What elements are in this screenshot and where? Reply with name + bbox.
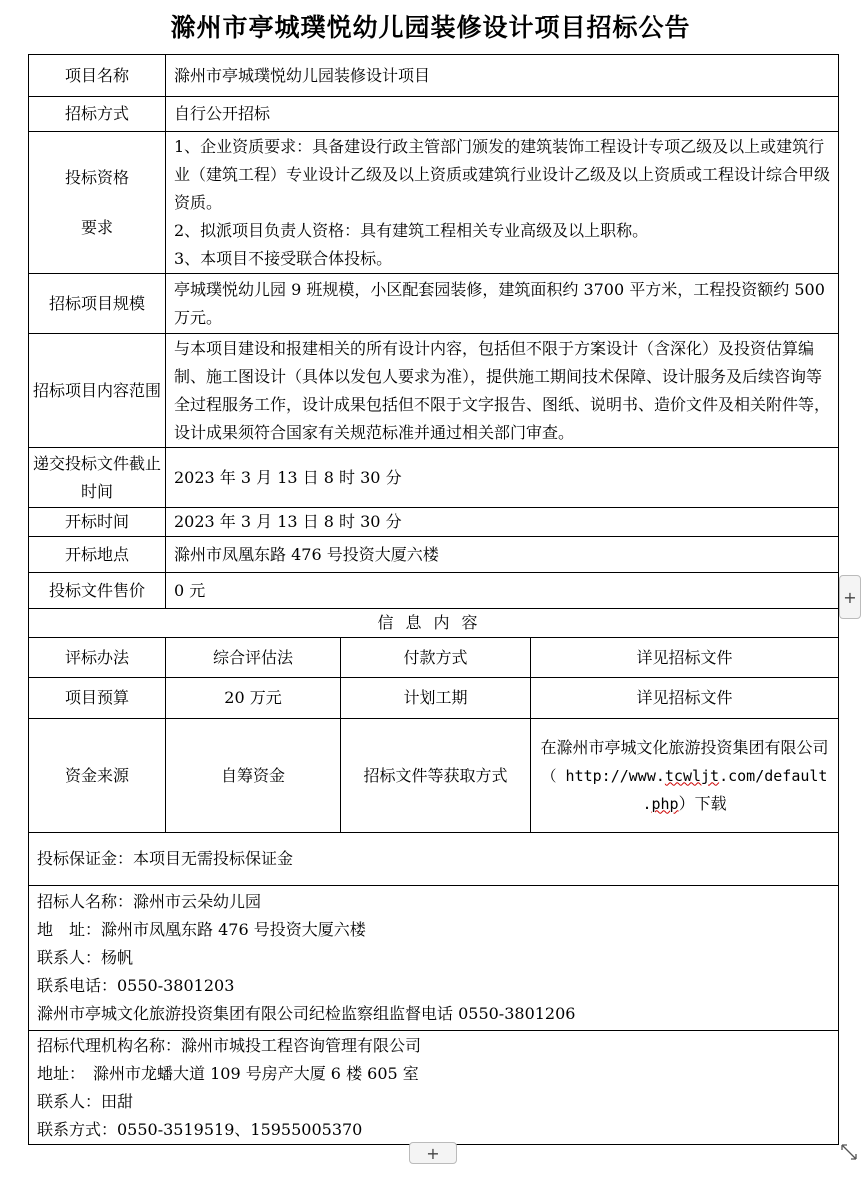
row-tenderer — [29, 886, 839, 1031]
agency-contact: 联系人：田甜 — [37, 1091, 134, 1111]
row-project-name — [29, 55, 839, 97]
opening-place-label: 开标地点 — [29, 537, 166, 573]
tenderer-contact: 联系人：杨帆 — [37, 948, 134, 967]
row-scope — [29, 334, 839, 448]
fund-label: 资金来源 — [29, 719, 166, 833]
tender-table — [28, 54, 839, 1145]
qualification-label-line1: 投标资格 — [64, 167, 129, 187]
qualification-item-3: 3、本项目不接受联合体投标。 — [174, 248, 393, 268]
obtain-download-text: ）下载 — [678, 793, 727, 813]
scale-value: 亭城璞悦幼儿园 9 班规模，小区配套园装修，建筑面积约 3700 平方米，工程投资额约 500 万元。 — [166, 274, 839, 334]
opening-time-value: 2023 年 3 月 13 日 8 时 30 分 — [166, 508, 839, 537]
period-label: 计划工期 — [341, 678, 531, 719]
period-value: 详见招标文件 — [531, 678, 839, 719]
agency-phone: 联系方式：0550-3519519、15955005370 — [37, 1119, 363, 1139]
add-column-button[interactable] — [839, 575, 861, 619]
deadline-label: 递交投标文件截止时间 — [29, 448, 166, 508]
scope-value: 与本项目建设和报建相关的所有设计内容，包括但不限于方案设计（含深化）及投资估算编制、施工图设计（具体以发包人要求为准），提供施工期间技术保障、设计服务及后续咨询等全过程服务工作，设计成果包括但不限于文字报告、图纸、说明书、造价文件及相关附件等，设计成果须符合国家有关规范标准并通过相关部门审查。 — [166, 334, 839, 448]
info-header: 信息内容 — [29, 609, 839, 638]
scale-label: 招标项目规模 — [29, 274, 166, 334]
row-method — [29, 97, 839, 132]
qualification-label-cell — [29, 132, 166, 274]
obtain-value — [531, 719, 839, 833]
qualification-item-2: 2、拟派项目负责人资格：具有建筑工程相关专业高级及以上职称。 — [174, 220, 649, 240]
row-opening-place — [29, 537, 839, 573]
row-agency — [29, 1031, 839, 1145]
document-title: 滁州市亭城璞悦幼儿园装修设计项目招标公告 — [170, 13, 691, 42]
eval-value: 综合评估法 — [166, 638, 341, 678]
tenderer-name: 招标人名称：滁州市云朵幼儿园 — [37, 892, 262, 911]
price-value: 0 元 — [166, 573, 839, 609]
project-name-label: 项目名称 — [29, 55, 166, 97]
fund-value: 自筹资金 — [166, 719, 341, 833]
obtain-url-path: .com/default — [719, 766, 828, 785]
plus-icon: + — [843, 587, 857, 607]
row-fund — [29, 719, 839, 833]
row-info-header — [29, 609, 839, 638]
row-deposit — [29, 833, 839, 886]
price-label: 投标文件售价 — [29, 573, 166, 609]
scope-label: 招标项目内容范围 — [29, 334, 166, 448]
payment-value: 详见招标文件 — [531, 638, 839, 678]
budget-value: 20 万元 — [166, 678, 341, 719]
add-row-button[interactable] — [409, 1142, 457, 1164]
project-name-value: 滁州市亭城璞悦幼儿园装修设计项目 — [166, 55, 839, 97]
method-value: 自行公开招标 — [166, 97, 839, 132]
qualification-value — [166, 132, 839, 274]
row-price — [29, 573, 839, 609]
deadline-value: 2023 年 3 月 13 日 8 时 30 分 — [166, 448, 839, 508]
opening-time-label: 开标时间 — [29, 508, 166, 537]
deposit-text: 投标保证金：本项目无需投标保证金 — [29, 833, 839, 886]
agency-address: 地址： 滁州市龙蟠大道 109 号房产大厦 6 楼 605 室 — [37, 1063, 419, 1083]
qualification-item-1: 1、企业资质要求：具备建设行政主管部门颁发的建筑装饰工程设计专项乙级及以上或建筑行业（建筑工程）专业设计乙级及以上资质或建筑行业设计乙级及以上资质或工程设计综合甲级资质。 — [174, 136, 831, 212]
tenderer-phone: 联系电话：0550-3801203 — [37, 976, 235, 995]
obtain-text: 在滁州市亭城文化旅游投资集团有限公司 — [540, 737, 829, 757]
row-opening-time — [29, 508, 839, 537]
eval-label: 评标办法 — [29, 638, 166, 678]
obtain-url-domain[interactable]: tcwljt — [664, 766, 720, 785]
tenderer-info — [29, 886, 839, 1031]
tenderer-address: 地 址：滁州市凤凰东路 476 号投资大厦六楼 — [37, 920, 366, 939]
qualification-label-line2: 要求 — [80, 217, 113, 237]
plus-icon: + — [426, 1143, 440, 1163]
obtain-label: 招标文件等获取方式 — [341, 719, 531, 833]
payment-label: 付款方式 — [341, 638, 531, 678]
row-scale — [29, 274, 839, 334]
obtain-url-dot: . — [642, 794, 652, 813]
opening-place-value: 滁州市凤凰东路 476 号投资大厦六楼 — [166, 537, 839, 573]
obtain-url-prefix: （ http://www. — [541, 766, 665, 785]
obtain-url-ext: php — [651, 794, 679, 813]
row-deadline — [29, 448, 839, 508]
tenderer-supervision: 滁州市亭城文化旅游投资集团有限公司纪检监察组监督电话 0550-3801206 — [37, 1004, 576, 1023]
row-budget — [29, 678, 839, 719]
row-qualification — [29, 132, 839, 274]
method-label: 招标方式 — [29, 97, 166, 132]
budget-label: 项目预算 — [29, 678, 166, 719]
agency-info — [29, 1031, 839, 1145]
agency-name: 招标代理机构名称：滁州市城投工程咨询管理有限公司 — [37, 1035, 422, 1055]
resize-handle-icon[interactable] — [840, 1143, 858, 1161]
row-eval — [29, 638, 839, 678]
